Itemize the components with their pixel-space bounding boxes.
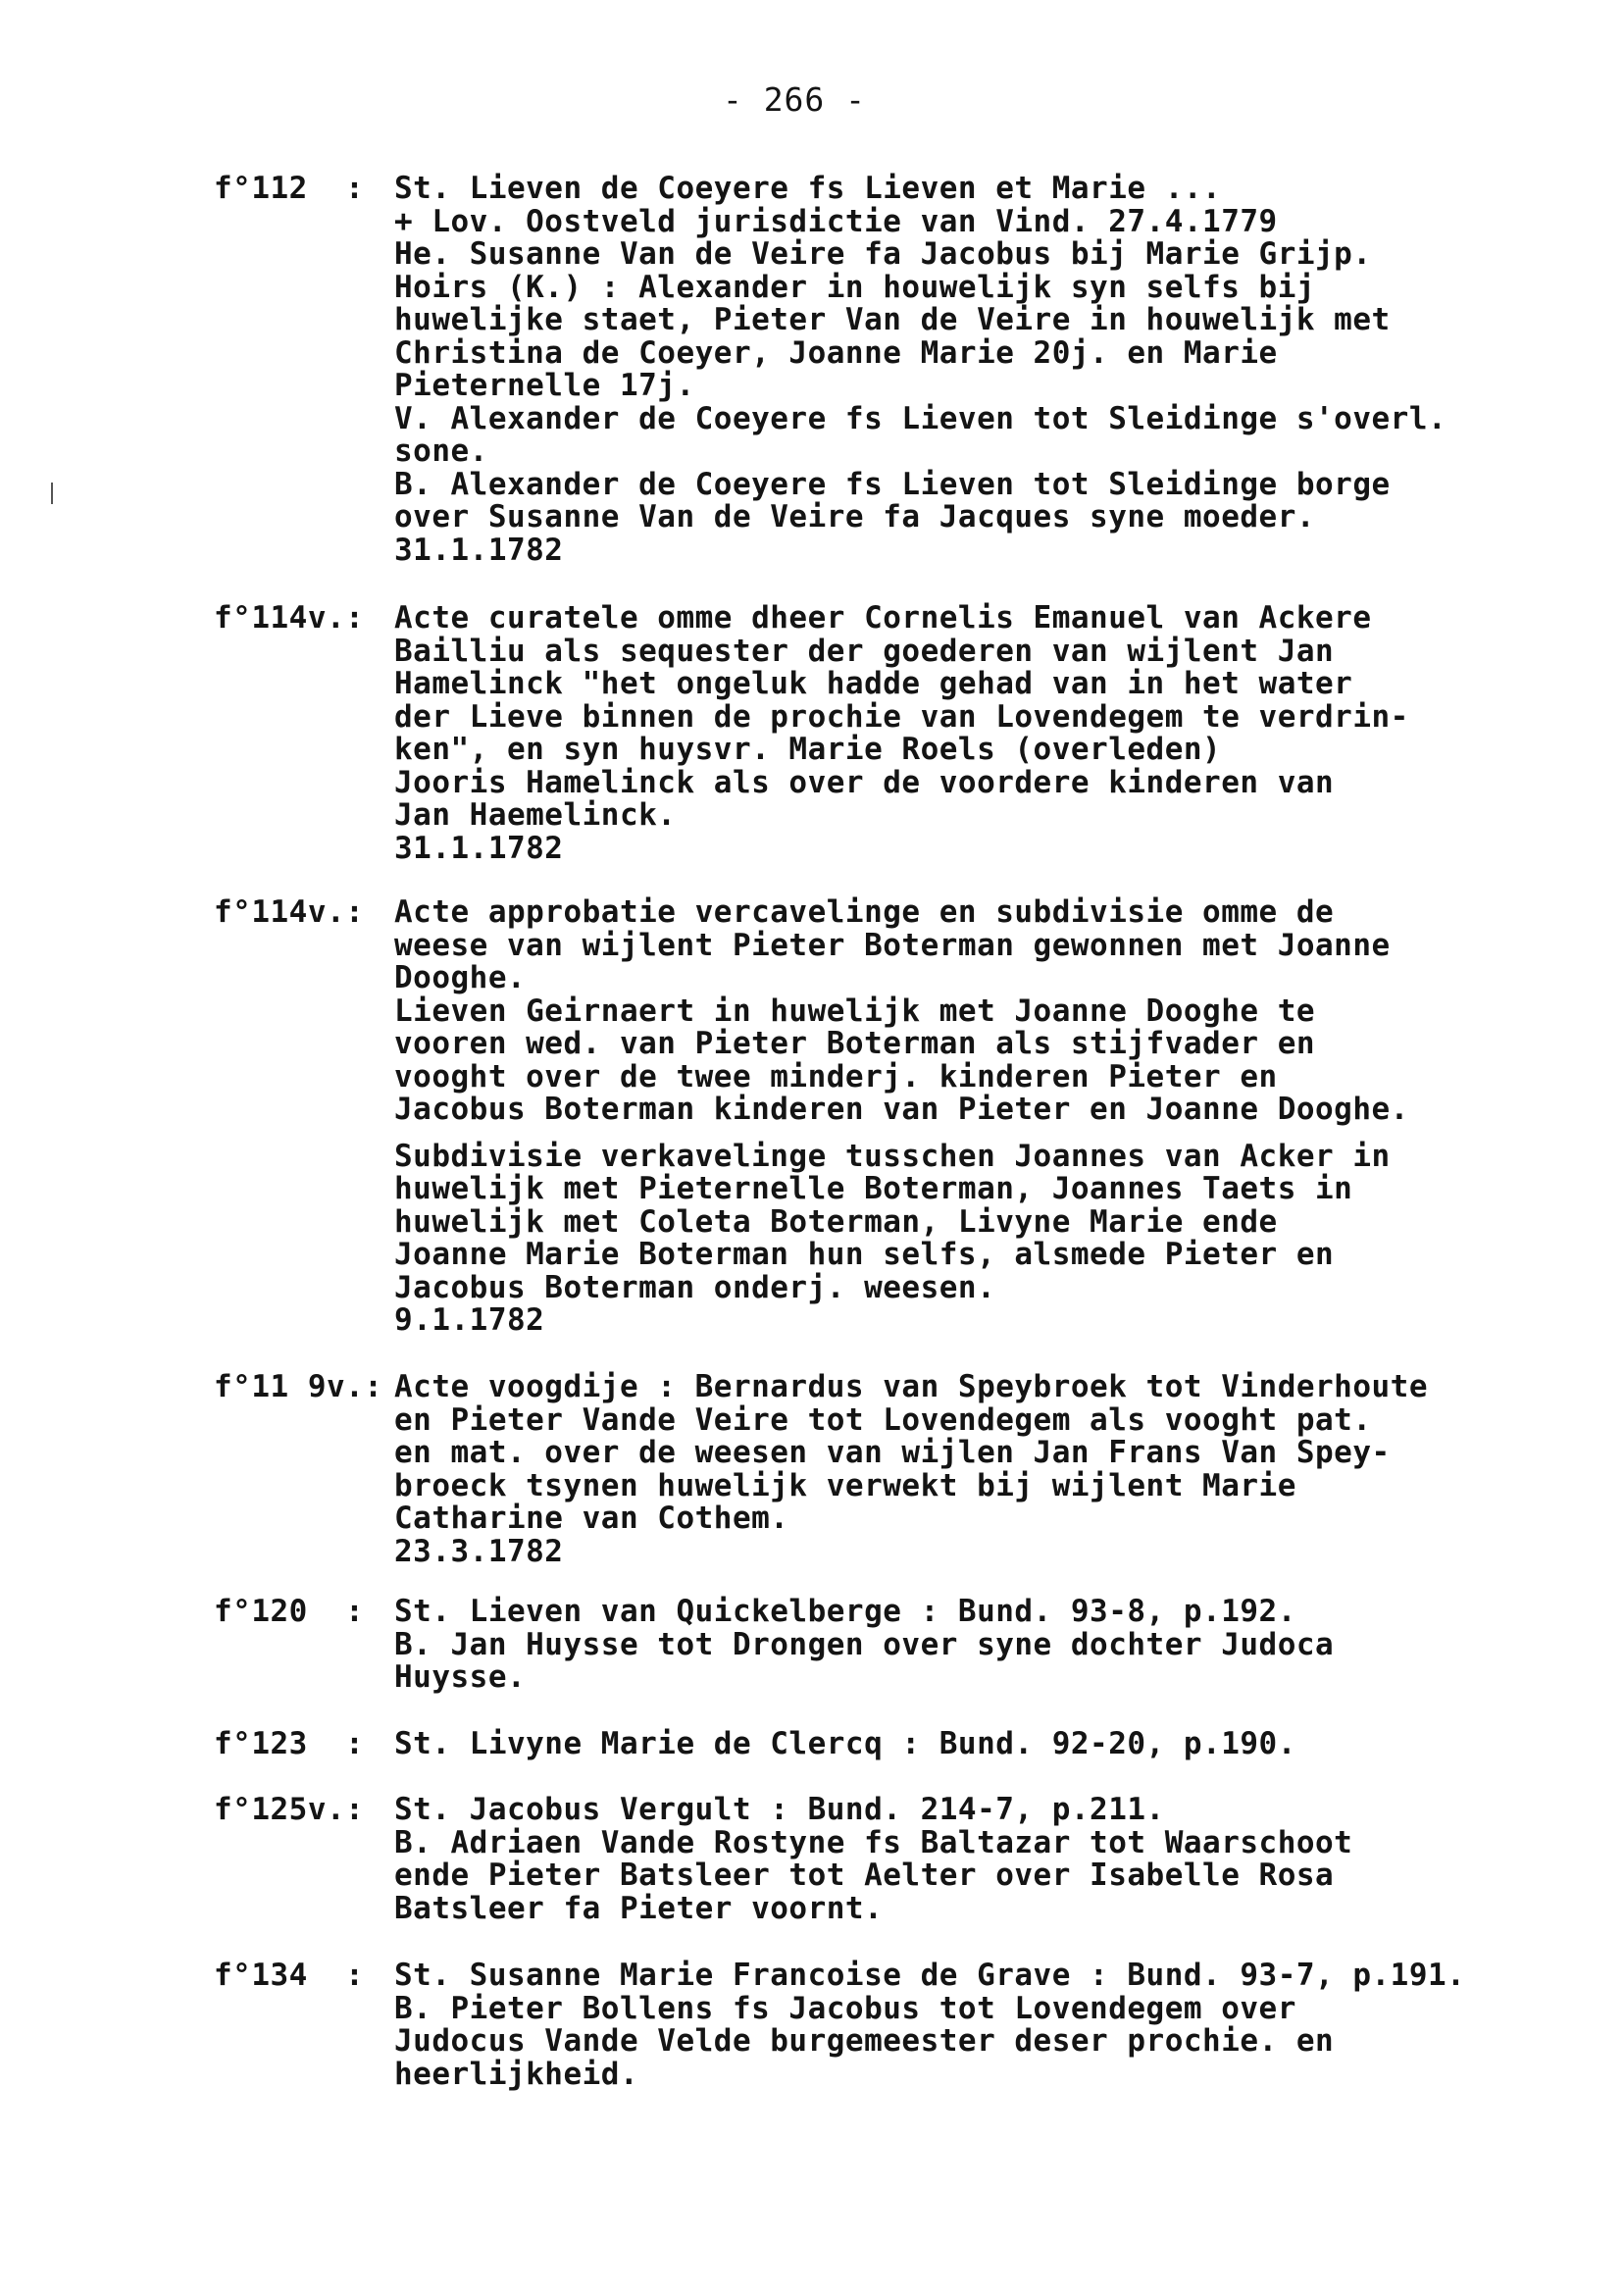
folio-label: f°125v.: — [214, 1792, 365, 1827]
text-line: vooren wed. van Pieter Boterman als stijfvader en — [394, 1026, 1316, 1061]
text-line: heerlijkheid. — [394, 2056, 639, 2092]
folio-label: f°114v.: — [214, 600, 365, 636]
text-line: Judocus Vande Velde burgemeester deser prochie. en — [394, 2023, 1335, 2059]
page-number: - 266 - — [722, 80, 867, 119]
text-line: B. Adriaen Vande Rostyne fs Baltazar tot Waarschoot — [394, 1824, 1353, 1860]
text-line: St. Lieven van Quickelberge : Bund. 93-8, p.192. — [394, 1594, 1296, 1629]
entry-text — [394, 602, 1571, 865]
text-line: St. Livyne Marie de Clercq : Bund. 92-20, p.190. — [394, 1726, 1296, 1761]
text-line: Hoirs (K.) : Alexander in houwelijk syn selfs bij — [394, 269, 1316, 305]
text-line: Jacobus Boterman onderj. weesen. — [394, 1269, 996, 1305]
entry-text — [394, 1728, 1571, 1761]
text-line: + Lov. Oostveld jurisdictie van Vind. 27.4.1779 — [394, 203, 1278, 239]
folio-label: f°120 : — [214, 1594, 365, 1629]
text-line: vooght over de twee minderj. kinderen Pieter en — [394, 1058, 1278, 1095]
entry-text — [394, 173, 1571, 567]
text-line: 23.3.1782 — [394, 1533, 564, 1569]
text-line: Huysse. — [394, 1659, 527, 1695]
text-line: huwelijke staet, Pieter Van de Veire in houwelijk met — [394, 302, 1391, 337]
text-line: broeck tsynen huwelijk verwekt bij wijlent Marie — [394, 1467, 1296, 1503]
text-line: Bailliu als sequester der goederen van wijlent Jan — [394, 633, 1335, 669]
text-line: St. Lieven de Coeyere fs Lieven et Marie ... — [394, 171, 1222, 206]
text-line: ende Pieter Batsleer tot Aelter over Isabelle Rosa — [394, 1858, 1335, 1893]
text-line: B. Pieter Bollens fs Jacobus tot Lovendegem over — [394, 1990, 1296, 2026]
text-line: Christina de Coeyer, Joanne Marie 20j. en Marie — [394, 334, 1278, 371]
text-line: over Susanne Van de Veire fa Jacques syne moeder. — [394, 499, 1316, 535]
margin-mark — [51, 483, 53, 504]
folio-label: f°114v.: — [214, 894, 365, 930]
entry-text — [394, 896, 1571, 1338]
entry-text — [394, 1960, 1571, 2091]
text-line: Acte curatele omme dheer Cornelis Emanuel van Ackere — [394, 600, 1372, 636]
text-line: Lieven Geirnaert in huwelijk met Joanne Dooghe te — [394, 993, 1316, 1029]
entry-text — [394, 1371, 1571, 1568]
text-line: Joanne Marie Boterman hun selfs, alsmede Pieter en — [394, 1237, 1335, 1272]
folio-label: f°134 : — [214, 1958, 365, 1993]
text-line: en mat. over de weesen van wijlen Jan Frans Van Spey- — [394, 1435, 1391, 1470]
text-line: en Pieter Vande Veire tot Lovendegem als vooght pat. — [394, 1401, 1372, 1438]
text-line: ken", en syn huysvr. Marie Roels (overleden) — [394, 732, 1222, 767]
text-line: St. Jacobus Vergult : Bund. 214-7, p.211. — [394, 1792, 1165, 1827]
text-line: Pieternelle 17j. — [394, 368, 695, 403]
folio-label: f°11 9v.: — [214, 1369, 383, 1404]
text-line: B. Jan Huysse tot Drongen over syne dochter Judoca — [394, 1626, 1335, 1662]
text-line: B. Alexander de Coeyere fs Lieven tot Sleidinge borge — [394, 466, 1391, 502]
text-line: weese van wijlent Pieter Boterman gewonnen met Joanne — [394, 927, 1391, 963]
text-line: 9.1.1782 — [394, 1302, 545, 1338]
text-line: Dooghe. — [394, 960, 527, 995]
text-line: Subdivisie verkavelinge tusschen Joannes van Acker in — [394, 1138, 1391, 1174]
text-line: Jan Haemelinck. — [394, 797, 677, 833]
text-line: Acte approbatie vercavelinge en subdivisie omme de — [394, 894, 1335, 930]
text-line: Jooris Hamelinck als over de voordere kinderen van — [394, 764, 1335, 800]
text-line: huwelijk met Coleta Boterman, Livyne Marie ende — [394, 1203, 1278, 1240]
text-line: Acte voogdije : Bernardus van Speybroek tot Vinderhoute — [394, 1369, 1428, 1404]
text-line: 31.1.1782 — [394, 532, 564, 568]
text-line: huwelijk met Pieternelle Boterman, Joannes Taets in — [394, 1171, 1353, 1206]
entry-text — [394, 1794, 1571, 1925]
text-line: St. Susanne Marie Francoise de Grave : Bund. 93-7, p.191. — [394, 1958, 1466, 1993]
entry-text — [394, 1596, 1571, 1695]
text-line: Batsleer fa Pieter voornt. — [394, 1890, 884, 1926]
text-line: der Lieve binnen de prochie van Lovendegem te verdrin- — [394, 698, 1409, 735]
text-line: V. Alexander de Coeyere fs Lieven tot Sleidinge s'overl. — [394, 400, 1447, 436]
text-line: Jacobus Boterman kinderen van Pieter en Joanne Dooghe. — [394, 1092, 1409, 1127]
text-line: 31.1.1782 — [394, 830, 564, 866]
text-line: Hamelinck "het ongeluk hadde gehad van in het water — [394, 666, 1353, 701]
folio-label: f°112 : — [214, 171, 365, 206]
text-line: He. Susanne Van de Veire fa Jacobus bij Marie Grijp. — [394, 236, 1372, 272]
text-line: Catharine van Cothem. — [394, 1501, 789, 1536]
text-line: sone. — [394, 433, 488, 469]
folio-label: f°123 : — [214, 1726, 365, 1761]
